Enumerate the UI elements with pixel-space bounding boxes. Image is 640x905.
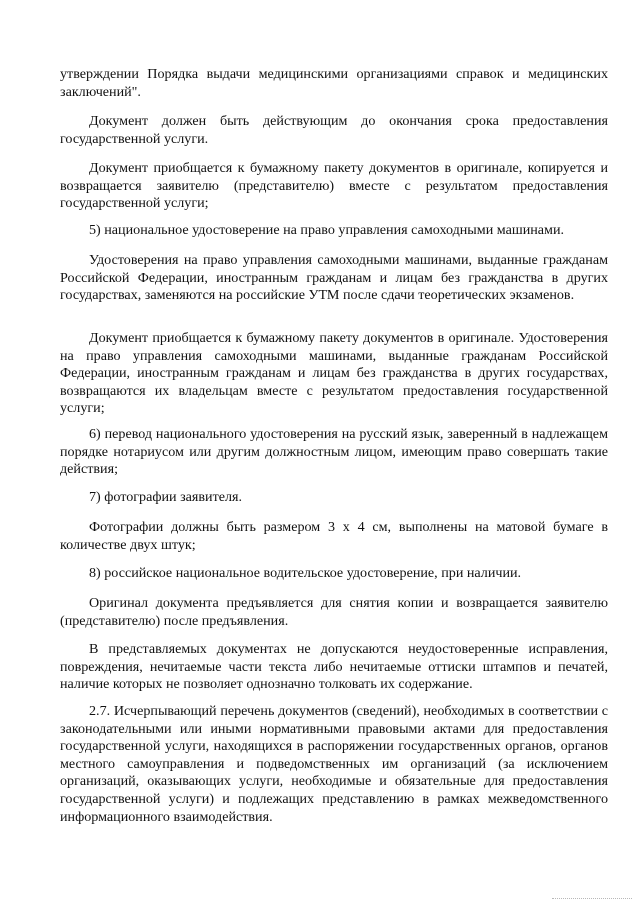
paragraph-5 [60,252,608,305]
paragraph-8 [60,489,608,507]
paragraph-text: Документ приобщается к бумажному пакету документов в оригинале, копируется и возвращается заявителю (представителю) вместе с результатом предоставления государственной услуги; [60,160,608,212]
paragraph-text: 8) российское национальное водительское удостоверение, при наличии. [89,565,522,581]
paragraph-text: В представляемых документах не допускаются неудостоверенные исправления, повреждения, нечитаемые части текста либо нечитаемые оттиски штампов и печатей, наличие которых не позволяет однозначно толковать их содержание. [60,641,608,693]
paragraph-13 [60,703,608,826]
paragraph-9 [60,519,608,554]
paragraph-text: 2.7. Исчерпывающий перечень документов (сведений), необходимых в соответствии с законодательными или иными нормативными правовыми актами для предоставления государственной услуги, находящихся в распоряжении государственных органов, органов местного самоуправления и подведомственных им организаций (за исключением организаций, оказывающих услуги, необходимые и обязательные для предоставления государственной услуги) и подлежащих представлению в рамках межведомственного информационного взаимодействия. [60,703,608,825]
paragraph-12 [60,641,608,694]
paragraph-3 [60,160,608,213]
paragraph-text: Оригинал документа предъявляется для снятия копии и возвращается заявителю (представителю) после предъявления. [60,595,608,629]
paragraph-6 [60,330,608,418]
paragraph-text: 6) перевод национального удостоверения на русский язык, заверенный в надлежащем порядке нотариусом или другим должностным лицом, имеющим право совершать такие действия; [60,426,608,478]
paragraph-text: Документ приобщается к бумажному пакету документов в оригинале. Удостоверения на право управления самоходными машинами, выданные гражданам Российской Федерации, иностранным гражданам и лицам без гражданства в других государствах, возвращаются их владельцам вместе с результатом предоставления государственной услуги; [60,330,608,417]
paragraph-text: 7) фотографии заявителя. [89,489,243,505]
paragraph-4 [60,222,608,240]
paragraph-text: Фотографии должны быть размером 3 x 4 см, выполнены на матовой бумаге в количестве двух штук; [60,519,608,553]
paragraph-1 [60,66,608,101]
paragraph-7 [60,426,608,479]
scan-artifact-dots [552,896,632,899]
paragraph-10 [60,565,608,583]
paragraph-text: утверждении Порядка выдачи медицинскими организациями справок и медицинских заключений". [60,66,608,100]
paragraph-text: 5) национальное удостоверение на право управления самоходными машинами. [89,222,565,238]
paragraph-2 [60,113,608,148]
paragraph-text: Документ должен быть действующим до окончания срока предоставления государственной услуги. [60,113,608,147]
paragraph-text: Удостоверения на право управления самоходными машинами, выданные гражданам Российской Федерации, иностранным гражданам и лицам без гражданства в других государствах, заменяются на российские УТМ после сдачи теоретических экзаменов. [60,252,608,304]
paragraph-11 [60,595,608,630]
